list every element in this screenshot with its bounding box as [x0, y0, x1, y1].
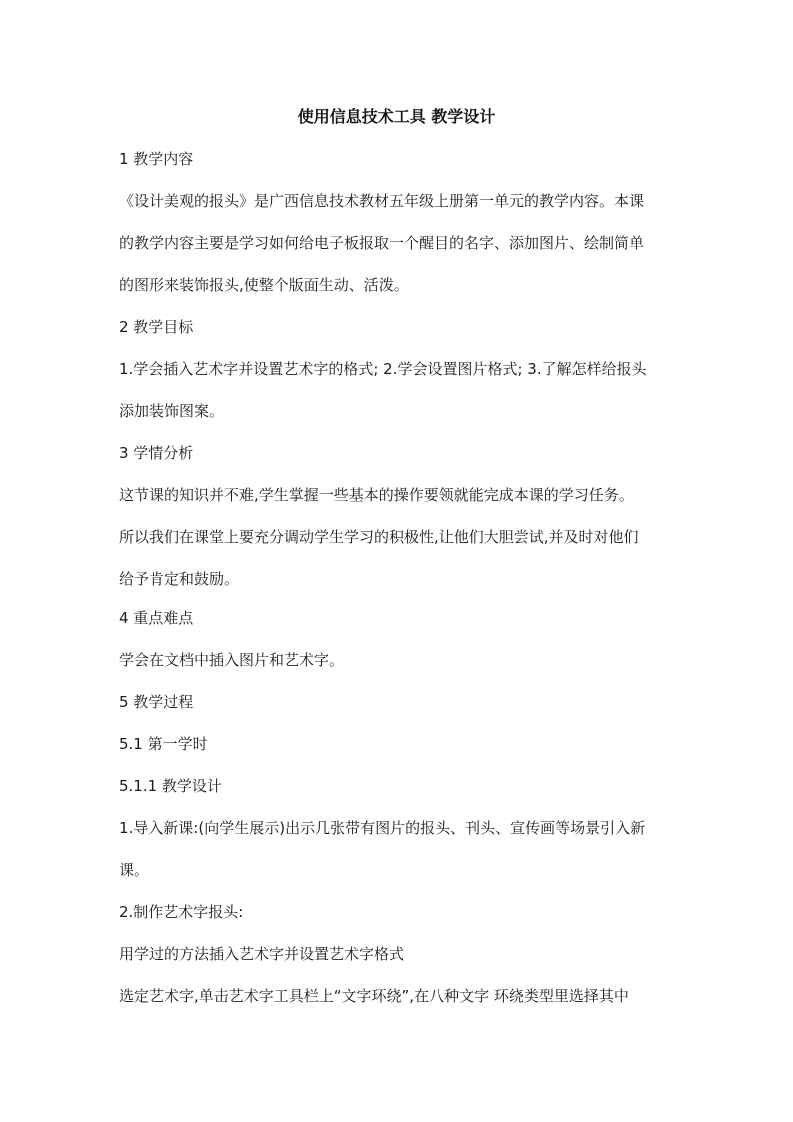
- subheading-first-lesson: 5.1 第一学时: [119, 735, 208, 753]
- paragraph-line: 1.导入新课:(向学生展示)出示几张带有图片的报头、刊头、宣传画等场景引入新: [119, 819, 646, 837]
- section-heading-teaching-process: 5 教学过程: [119, 693, 194, 711]
- document-title: 使用信息技术工具 教学设计: [297, 107, 496, 126]
- paragraph-line: 用学过的方法插入艺术字并设置艺术字格式: [119, 945, 405, 963]
- paragraph-line: 添加装饰图案。: [119, 402, 225, 420]
- section-heading-key-points: 4 重点难点: [119, 609, 194, 627]
- paragraph-line: 这节课的知识并不难,学生掌握一些基本的操作要领就能完成本课的学习任务。: [119, 486, 634, 504]
- paragraph-line: 1.学会插入艺术字并设置艺术字的格式; 2.学会设置图片格式; 3.了解怎样给报头: [119, 360, 647, 378]
- section-heading-student-analysis: 3 学情分析: [119, 444, 194, 462]
- subheading-lesson-design: 5.1.1 教学设计: [119, 777, 222, 795]
- paragraph-line: 的图形来装饰报头,使整个版面生动、活泼。: [119, 276, 409, 294]
- paragraph-line: 《设计美观的报头》是广西信息技术教材五年级上册第一单元的教学内容。本课: [119, 192, 645, 210]
- paragraph-line: 的教学内容主要是学习如何给电子板报取一个醒目的名字、添加图片、绘制简单: [119, 234, 645, 252]
- paragraph-line: 给予肯定和鼓励。: [119, 570, 240, 588]
- section-heading-teaching-content: 1 教学内容: [119, 150, 194, 168]
- paragraph-line: 学会在文档中插入图片和艺术字。: [119, 651, 345, 669]
- paragraph-line: 所以我们在课堂上要充分调动学生学习的积极性,让他们大胆尝试,并及时对他们: [119, 528, 639, 546]
- paragraph-line: 选定艺术字,单击艺术字工具栏上“文字环绕”,在八种文字 环绕类型里选择其中: [119, 987, 629, 1005]
- section-heading-teaching-goals: 2 教学目标: [119, 318, 194, 336]
- paragraph-line: 2.制作艺术字报头:: [119, 903, 244, 921]
- paragraph-line: 课。: [119, 861, 150, 879]
